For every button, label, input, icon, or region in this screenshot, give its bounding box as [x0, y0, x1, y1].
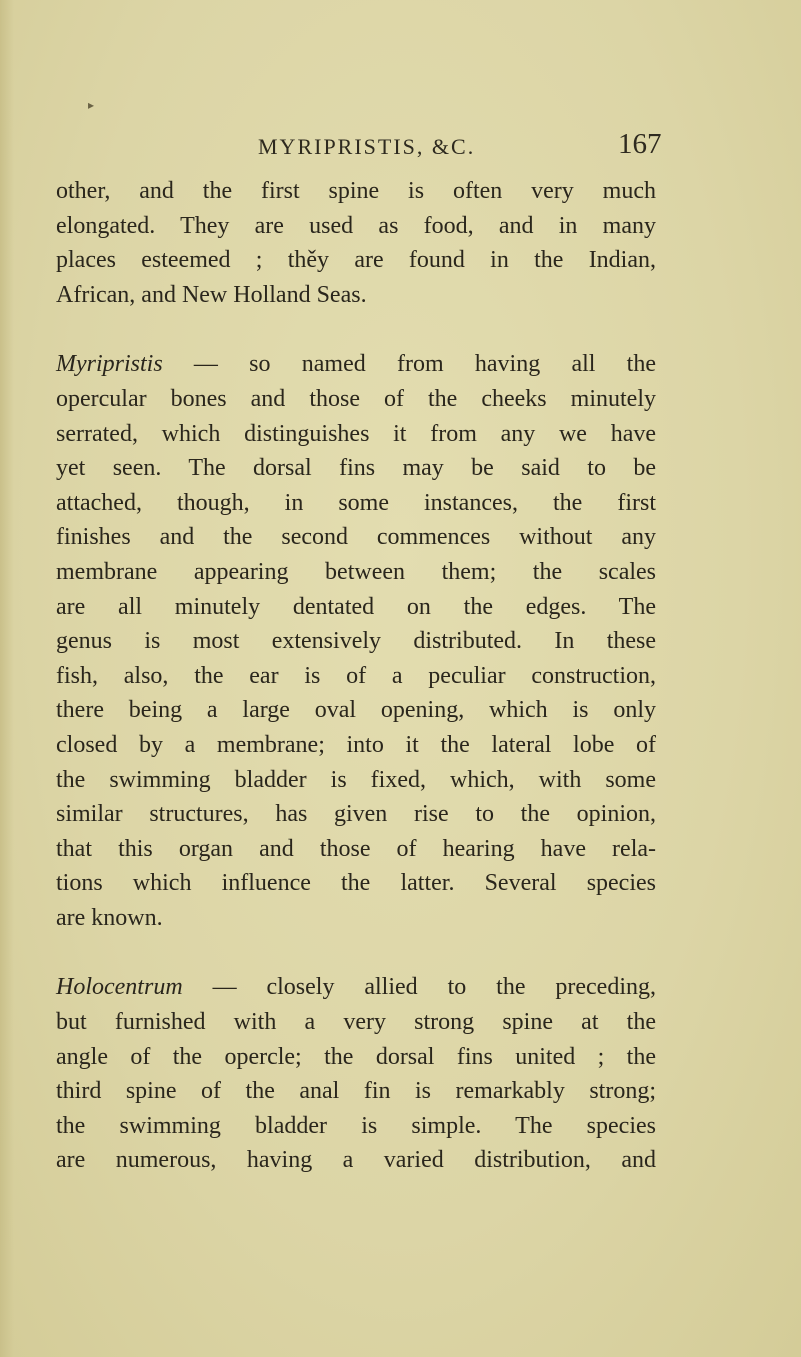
paragraph-gap — [56, 935, 656, 970]
text-line: the swimming bladder is fixed, which, with some — [56, 766, 656, 793]
text-line: are numerous, having a varied distribution, and — [56, 1147, 656, 1174]
text-line: serrated, which distinguishes it from any we have — [56, 420, 656, 447]
text-line: the swimming bladder is simple. The species — [56, 1112, 656, 1139]
margin-mark: ▸ — [88, 98, 95, 112]
text-line: African, and New Holland Seas. — [56, 281, 367, 308]
text-line — [56, 347, 656, 382]
text-line: finishes and the second commences without any — [56, 524, 656, 551]
text-run: — so named from having all the — [162, 351, 656, 378]
text-line: places esteemed ; thěy are found in the Indian, — [56, 247, 656, 274]
text-line: are all minutely dentated on the edges. The — [56, 593, 656, 620]
text-line: there being a large oval opening, which is only — [56, 697, 656, 724]
text-line: closed by a membrane; into it the lateral lobe of — [56, 731, 656, 758]
text-line: membrane appearing between them; the scales — [56, 558, 656, 585]
text-line: genus is most extensively distributed. In these — [56, 628, 656, 655]
paragraph — [56, 970, 656, 1178]
text-line: fish, also, the ear is of a peculiar construction, — [56, 662, 656, 689]
paragraph — [56, 347, 656, 935]
text-line: similar structures, has given rise to the opinion, — [56, 801, 656, 828]
text-line: attached, though, in some instances, the first — [56, 489, 656, 516]
running-head: MYRIPRISTIS, &C. — [258, 134, 476, 159]
genus-name: Myripristis — [56, 351, 163, 378]
text-line: elongated. They are used as food, and in many — [56, 212, 656, 239]
page-number: 167 — [618, 128, 662, 160]
text-line: yet seen. The dorsal fins may be said to be — [56, 455, 656, 482]
body-text — [56, 174, 656, 1178]
paragraph-gap — [56, 312, 656, 347]
page-gutter-shadow — [0, 0, 14, 1357]
text-line: third spine of the anal fin is remarkably strong; — [56, 1078, 656, 1105]
paragraph — [56, 174, 656, 312]
text-line: are known. — [56, 904, 163, 931]
text-line: tions which influence the latter. Several species — [56, 870, 656, 897]
genus-name: Holocentrum — [56, 974, 183, 1001]
text-line — [56, 970, 656, 1005]
text-line: opercular bones and those of the cheeks minutely — [56, 385, 656, 412]
page-header — [0, 128, 801, 168]
text-line: that this organ and those of hearing have rela- — [56, 835, 656, 862]
text-line: angle of the opercle; the dorsal fins united ; the — [56, 1043, 656, 1070]
text-run: — closely allied to the preceding, — [182, 974, 656, 1001]
text-line: other, and the first spine is often very much — [56, 178, 656, 204]
text-line: but furnished with a very strong spine at the — [56, 1009, 656, 1036]
